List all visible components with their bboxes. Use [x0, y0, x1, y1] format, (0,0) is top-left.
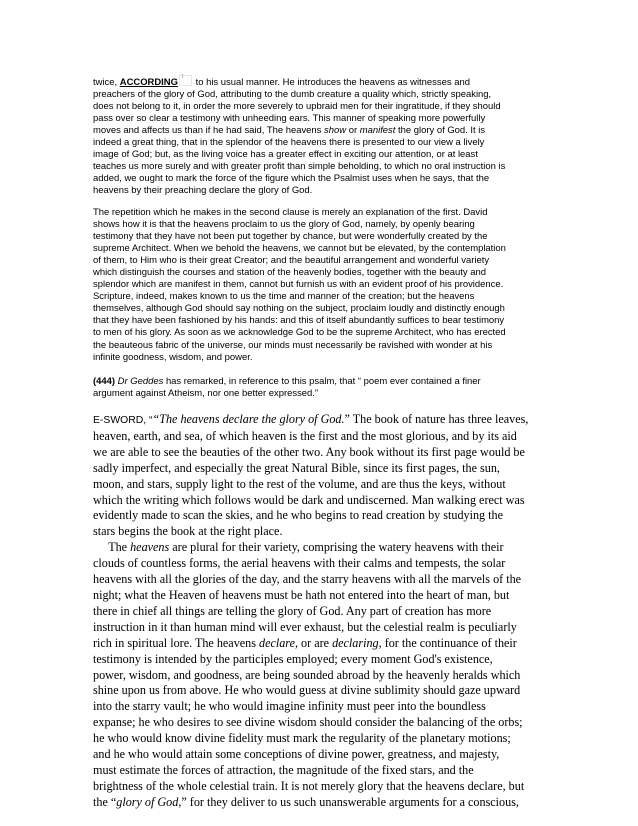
text-line — [93, 540, 553, 556]
text-line: preachers of the glory of God, attributing to the dumb creature a quality which, strictly speaking, — [93, 89, 492, 101]
commentary-paragraph-2 — [93, 207, 553, 364]
emphasis-declaring: declaring, — [332, 635, 382, 650]
geddes-note — [93, 376, 553, 400]
esword-commentary — [93, 412, 553, 811]
text-line: evidently made to scan the skies, and he who begins to read creation by studying the — [93, 508, 503, 523]
note-number: (444) — [93, 376, 116, 387]
text-line: infinite goodness, wisdom, and power. — [93, 351, 253, 363]
text-line: heavens by their preaching declare the glory of God. — [93, 185, 313, 197]
text-line: heaven, earth, and sea, of which heaven is the first and the most glorious, and by its aid — [93, 428, 517, 443]
text-span: ” for they deliver to us such unanswerable arguments for a conscious, — [181, 794, 519, 809]
esword-paragraph — [93, 412, 553, 540]
text-line: testimony that they have not been put together by chance, but were wonderfully created by the — [93, 231, 488, 243]
text-line: Scripture, indeed, makes known to us the time and manner of the creation; but the heavens — [93, 291, 475, 303]
text-line: and he who would attain some conceptions of divine power, greatness, and majesty, — [93, 747, 500, 762]
text-span: The — [108, 540, 128, 555]
text-line: that they have been fashioned by his hands: and this of itself abundantly suffices to bear testimony — [93, 315, 505, 327]
text-line — [93, 795, 553, 811]
text-line: expanse; he who desires to see divine wisdom should consider the balancing of the orbs; — [93, 715, 523, 730]
author-name: Dr Geddes — [117, 376, 164, 387]
text-line: does not belong to it, in order the more severely to upbraid men for their ingratitude, if they should — [93, 101, 501, 113]
text-span: rich in spiritual lore. The heavens — [93, 635, 256, 650]
according-link[interactable]: ACCORDING — [119, 77, 178, 88]
emphasis-glory-of-god: glory of God, — [116, 794, 182, 809]
text-line: testimony is intended by the participles employed; every moment God's existence, — [93, 651, 493, 666]
text-line: image of God; but, as the living voice has a greater effect in exciting our attention, or at least — [93, 149, 478, 161]
text-line — [93, 636, 553, 652]
text-line: night; what the Heaven of heavens must be hath not entered into the heart of man, but — [93, 587, 510, 602]
verse-quote: “The heavens declare the glory of God. — [152, 412, 345, 426]
text-line: stars begins the book at the right place. — [93, 524, 283, 539]
text-span: moves and affects us than if he had said, The heavens — [93, 125, 322, 137]
text-line: the beauteous fabric of the universe, our minds must necessarily be ravished with wonder at his — [93, 339, 493, 351]
text-line: clouds of countless forms, the aerial heavens with their calms and tempests, the solar — [93, 556, 506, 571]
text-line: into the starry vault; he who would imagine infinity must peer into the boundless — [93, 699, 486, 714]
text-line: we are able to see the beauties of the other two. Any book without its first page would be — [93, 444, 525, 459]
text-span: ” The book of nature has three leaves, — [344, 412, 529, 426]
text-span: the glory of God. It is — [398, 125, 486, 137]
text-line: moon, and stars, supply light to the rest of the volume, and are thus the keys, without — [93, 476, 506, 491]
text-line — [93, 376, 553, 388]
text-line: there in chief all things are telling the glory of God. Any part of creation has more — [93, 603, 492, 618]
text-span: has remarked, in reference to this psalm, that “ poem ever contained a finer — [165, 376, 481, 387]
text-line: indeed a great thing, that in the splendor of the heavens there is presented to our view a lively — [93, 137, 485, 149]
text-line: to men of his glory. As soon as we acknowledge God to be the supreme Architect, who has erected — [93, 327, 506, 339]
text-line: argument against Atheism, nor one better expressed.” — [93, 388, 319, 400]
esword-label: E-SWORD, “ — [93, 415, 153, 426]
text-span: for the continuance of their — [384, 635, 517, 650]
text-line: which distinguish the courses and station of the heavenly bodies, together with the beauty and — [93, 267, 486, 279]
commentary-paragraph-1 — [93, 75, 553, 197]
text-span: to his usual manner. He introduces the heavens as witnesses and — [195, 77, 470, 88]
text-line: added, we ought to mark the force of the figure which the Psalmist uses when he says, that the — [93, 173, 490, 185]
text-line: teaches us more surely and with greater profit than simple beholding, to which no oral instruction is — [93, 161, 506, 173]
footnote-marker-icon[interactable] — [179, 75, 192, 86]
emphasis-declare: declare, — [259, 635, 298, 650]
text-line: The repetition which he makes in the second clause is merely an explanation of the first. David — [93, 207, 488, 218]
heavens-paragraph — [93, 540, 553, 810]
emphasis-heavens: heavens — [130, 540, 170, 555]
text-line: shine upon us from above. He who would guess at divine sublimity should gaze upward — [93, 683, 521, 698]
text-line: power, wisdom, and goodness, are being sounded abroad by the heavenly heralds which — [93, 667, 521, 682]
emphasis-show: show — [324, 125, 347, 137]
text-span: or — [348, 125, 358, 137]
text-line: shows how it is that the heavens proclaim to us the glory of God, namely, by openly bearing — [93, 219, 475, 231]
text-span: the “ — [93, 794, 117, 809]
text-line: pass over so clear a testimony with unheeding ears. This manner of speaking more powerfully — [93, 113, 486, 125]
text-line: heavens with all the glories of the day, and the starry heavens with all the marvels of the — [93, 572, 522, 587]
text-line: themselves, although God should say nothing on the subject, proclaim loudly and distinctly enough — [93, 303, 505, 315]
text-line: supreme Architect. When we behold the heavens, we cannot but be elevated, by the contemplation — [93, 243, 506, 255]
text-line: splendor which are manifest in them, cannot but furnish us with an evident proof of his providence. — [93, 279, 504, 291]
emphasis-manifest: manifest — [359, 125, 396, 137]
text-line — [93, 125, 553, 137]
lead-word: twice, — [93, 77, 118, 88]
text-line: brightness of the whole celestial train. It is not merely glory that the heavens declare, but — [93, 778, 525, 793]
text-line: he who would know divine fidelity must mark the regularity of the planetary motions; — [93, 731, 511, 746]
text-line: of them, to Him who is their great Creator; and the beautiful arrangement and wonderful variety — [93, 255, 490, 267]
text-line — [93, 75, 553, 89]
text-line: sadly imperfect, and especially the great Natural Bible, since its first pages, the sun, — [93, 460, 500, 475]
text-line: must estimate the forces of attraction, the magnitude of the fixed stars, and the — [93, 762, 474, 777]
text-line — [93, 412, 553, 429]
text-span: are plural for their variety, comprising the watery heavens with their — [172, 540, 504, 555]
text-span: or are — [301, 635, 330, 650]
text-line: which the writing which follows would be dark and undiscerned. Man walking erect was — [93, 492, 525, 507]
text-line: instruction in it than human mind will ever exhaust, but the celestial realm is peculiarly — [93, 619, 517, 634]
